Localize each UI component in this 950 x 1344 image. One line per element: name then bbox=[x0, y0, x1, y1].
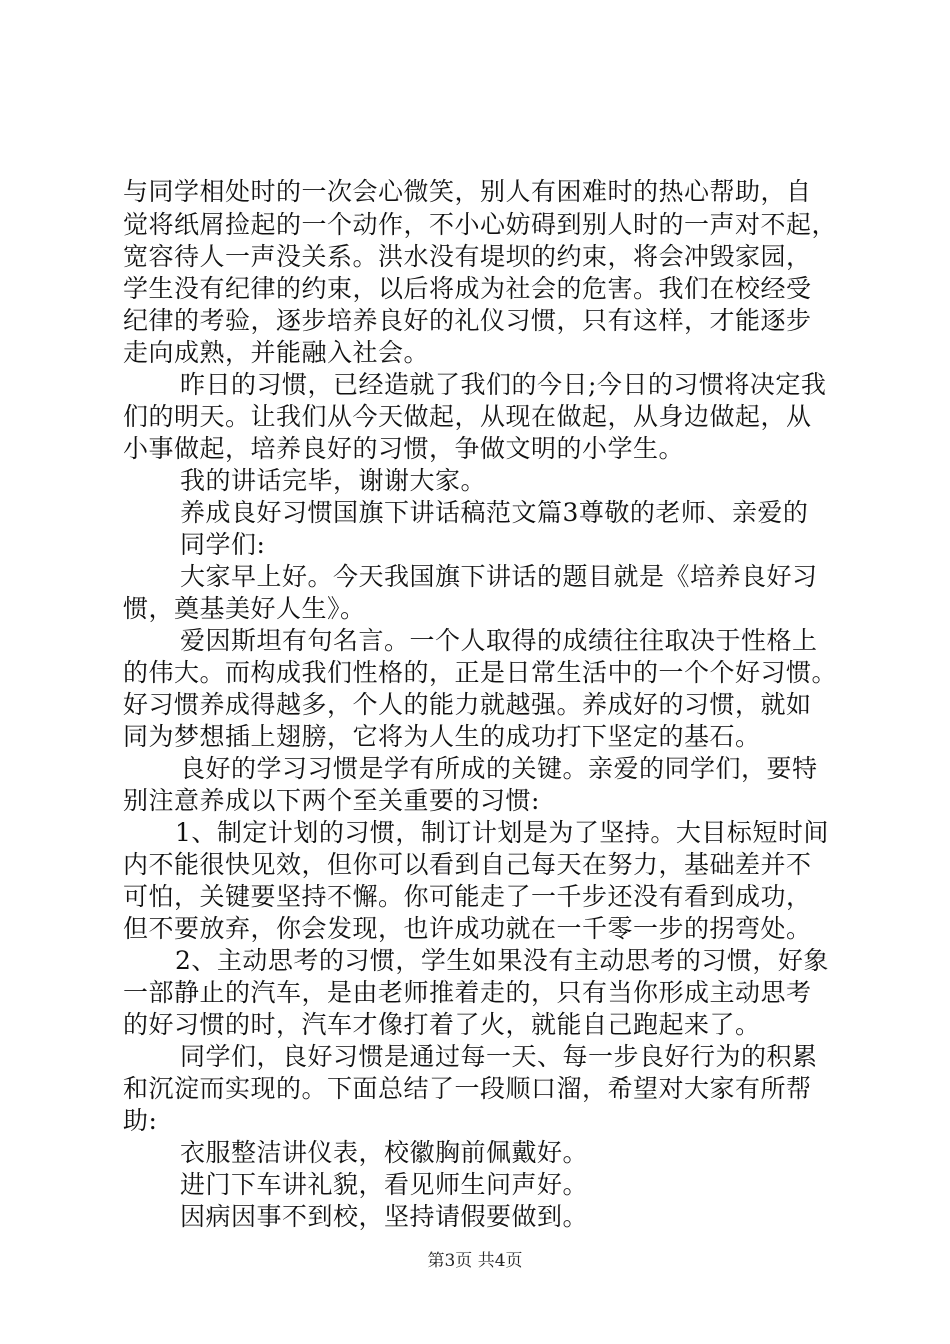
text-line: 2、主动思考的习惯，学生如果没有主动思考的习惯，好象 bbox=[175, 946, 829, 975]
text-line: 宽容待人一声没关系。洪水没有堤坝的约束，将会冲毁家园， bbox=[123, 242, 812, 271]
text-line: 觉将纸屑捡起的一个动作，不小心妨碍到别人时的一声对不起， bbox=[123, 210, 838, 239]
text-line: 学生没有纪律的约束，以后将成为社会的危害。我们在校经受 bbox=[123, 274, 812, 303]
text-line: 爱因斯坦有句名言。一个人取得的成绩往往取决于性格上 bbox=[180, 626, 818, 655]
text-line: 同学们，良好习惯是通过每一天、每一步良好行为的积累 bbox=[180, 1042, 818, 1071]
text-line: 内不能很快见效，但你可以看到自己每天在努力，基础差并不 bbox=[123, 850, 812, 879]
text-line: 与同学相处时的一次会心微笑，别人有困难时的热心帮助，自 bbox=[123, 177, 812, 206]
text-line: 纪律的考验，逐步培养良好的礼仪习惯，只有这样，才能逐步 bbox=[123, 306, 812, 335]
text-line: 好习惯养成得越多，个人的能力就越强。养成好的习惯，就如 bbox=[123, 690, 812, 719]
text-line: 惯，奠基美好人生》。 bbox=[123, 594, 366, 623]
text-line: 可怕，关键要坚持不懈。你可能走了一千步还没有看到成功， bbox=[123, 882, 812, 911]
text-line: 走向成熟，并能融入社会。 bbox=[123, 338, 430, 367]
page-footer: 第3页 共4页 bbox=[427, 1251, 523, 1271]
text-line: 进门下车讲礼貌，看见师生问声好。 bbox=[180, 1170, 589, 1199]
text-line: 良好的学习习惯是学有所成的关键。亲爱的同学们，要特 bbox=[180, 754, 818, 783]
text-line: 我的讲话完毕，谢谢大家。 bbox=[180, 466, 487, 495]
text-line: 同学们: bbox=[180, 530, 266, 559]
text-line: 同为梦想插上翅膀，它将为人生的成功打下坚定的基石。 bbox=[123, 722, 761, 751]
text-line: 的好习惯的时，汽车才像打着了火，就能自己跑起来了。 bbox=[123, 1010, 761, 1039]
text-line: 因病因事不到校，坚持请假要做到。 bbox=[180, 1202, 589, 1231]
text-line: 和沉淀而实现的。下面总结了一段顺口溜，希望对大家有所帮 bbox=[123, 1074, 812, 1103]
text-line: 昨日的习惯，已经造就了我们的今日;今日的习惯将决定我 bbox=[180, 370, 827, 399]
text-line: 1、制定计划的习惯，制订计划是为了坚持。大目标短时间 bbox=[175, 818, 829, 847]
text-line: 小事做起，培养良好的习惯，争做文明的小学生。 bbox=[123, 434, 685, 463]
text-line: 助: bbox=[123, 1106, 158, 1135]
text-line: 一部静止的汽车，是由老师推着走的，只有当你形成主动思考 bbox=[123, 978, 812, 1007]
text-line: 的伟大。而构成我们性格的，正是日常生活中的一个个好习惯。 bbox=[123, 658, 838, 687]
text-line: 养成良好习惯国旗下讲话稿范文篇3尊敬的老师、亲爱的 bbox=[180, 498, 809, 527]
text-line: 大家早上好。今天我国旗下讲话的题目就是《培养良好习 bbox=[180, 562, 818, 591]
text-line: 但不要放弃，你会发现，也许成功就在一千零一步的拐弯处。 bbox=[123, 914, 812, 943]
text-line: 们的明天。让我们从今天做起，从现在做起，从身边做起，从 bbox=[123, 402, 812, 431]
text-line: 别注意养成以下两个至关重要的习惯: bbox=[123, 786, 540, 815]
text-line: 衣服整洁讲仪表，校徽胸前佩戴好。 bbox=[180, 1138, 589, 1167]
